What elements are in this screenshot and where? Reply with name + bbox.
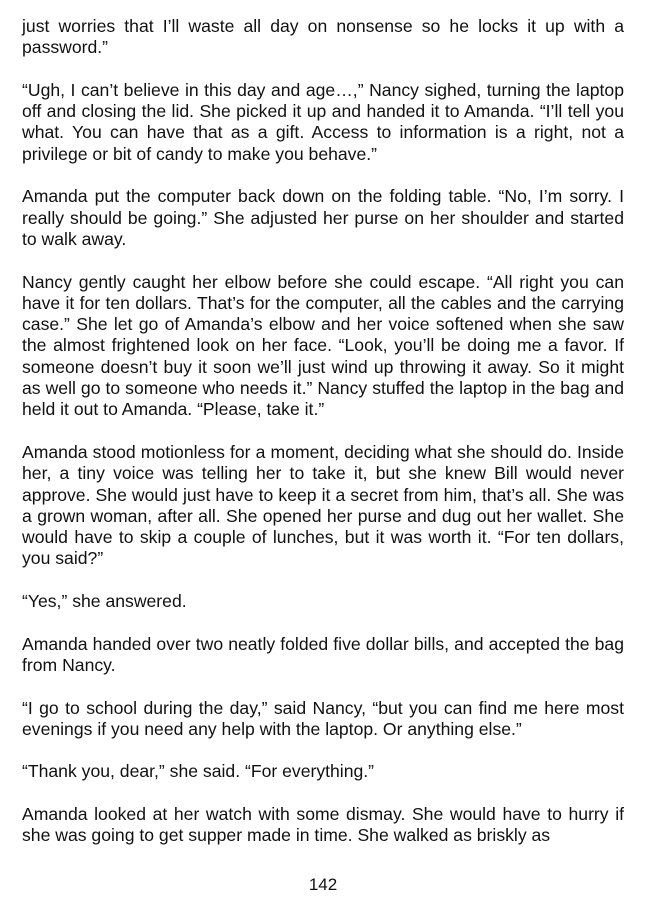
paragraph: Amanda looked at her watch with some dismay. She would have to hurry if she was going to get supper made in time. She walked as briskly as [22, 803, 624, 846]
paragraph: “Ugh, I can’t believe in this day and age…,” Nancy sighed, turning the laptop off and closing the lid. She picked it up and handed it to Amanda. “I’ll tell you what. You can have that as a gift. Access to information is a right, not a privilege or bit of candy to make you behave.” [22, 79, 624, 164]
paragraph: “Thank you, dear,” she said. “For everything.” [22, 761, 375, 782]
paragraph: Nancy gently caught her elbow before she could escape. “All right you can have it for ten dollars. That’s for the computer, all the cables and the carrying case.” She let go of Amanda’s elbow and her voice softened when she saw the almost frightened look on her face. “Look, you’ll be doing me a favor. If someone doesn’t buy it soon we’ll just wind up throwing it away. So it might as well go to someone who needs it.” Nancy stuffed the laptop in the bag and held it out to Amanda. “Please, take it.” [22, 271, 624, 420]
page-number: 142 [308, 875, 338, 894]
page-body [22, 16, 624, 868]
paragraph: Amanda put the computer back down on the folding table. “No, I’m sorry. I really should be going.” She adjusted her purse on her shoulder and started to walk away. [22, 186, 624, 249]
paragraph: Amanda stood motionless for a moment, deciding what she should do. Inside her, a tiny voice was telling her to take it, but she knew Bill would never approve. She would just have to keep it a secret from him, that’s all. She was a grown woman, after all. She opened her purse and dug out her wallet. She would have to skip a couple of lunches, but it was worth it. “For ten dollars, you said?” [22, 441, 624, 569]
paragraph: Amanda handed over two neatly folded five dollar bills, and accepted the bag from Nancy. [22, 633, 624, 675]
paragraph: just worries that I’ll waste all day on nonsense so he locks it up with a password.” [22, 16, 624, 58]
paragraph: “I go to school during the day,” said Nancy, “but you can find me here most evenings if you need any help with the laptop. Or anything else.” [22, 697, 624, 739]
paragraph: “Yes,” she answered. [22, 591, 187, 612]
